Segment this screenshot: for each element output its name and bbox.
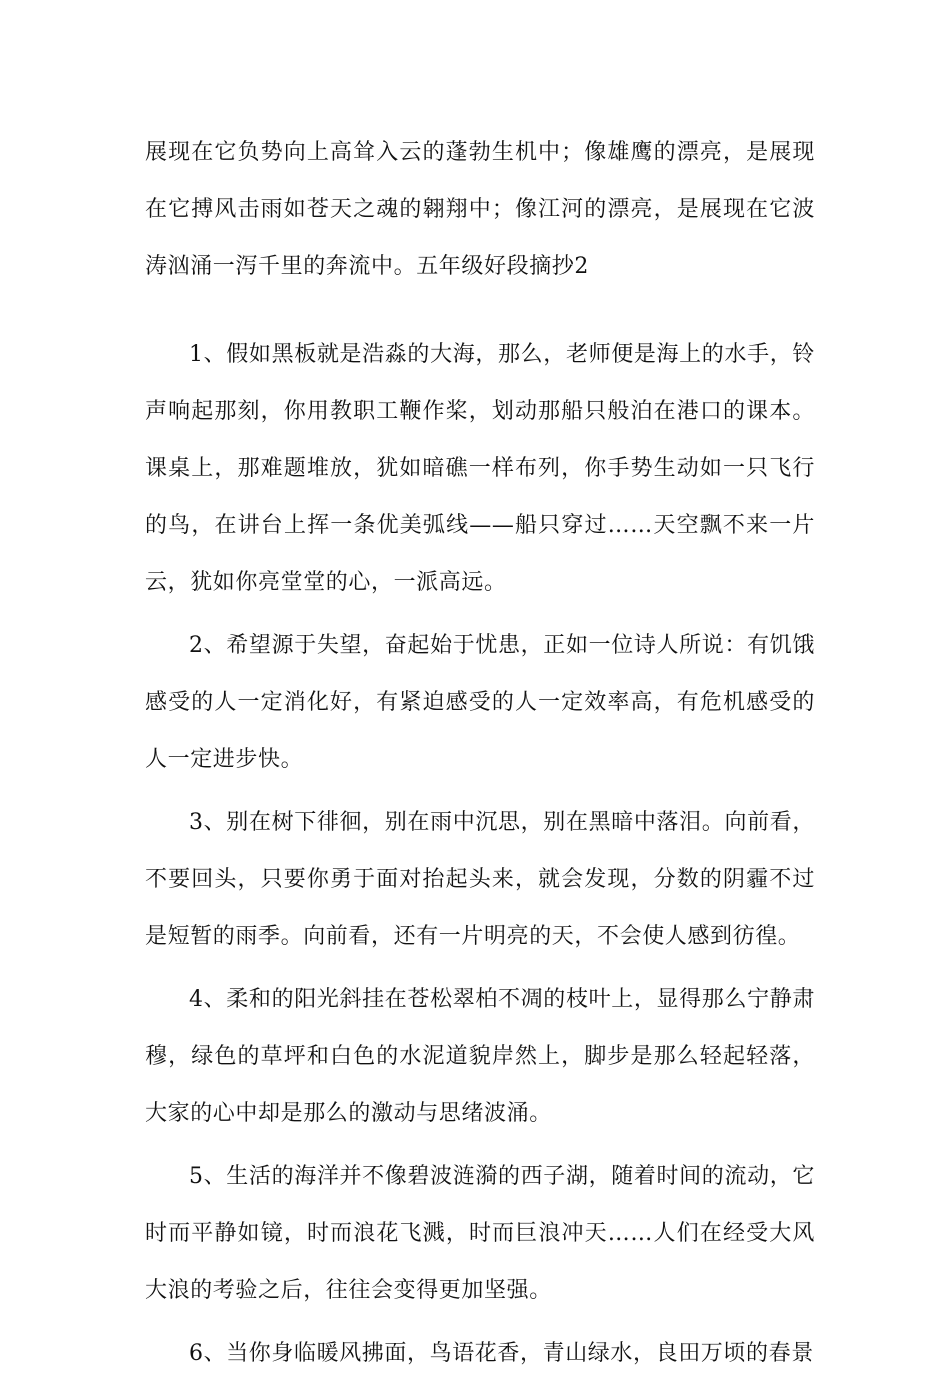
list-item: 2、希望源于失望，奋起始于忧患，正如一位诗人所说：有饥饿感受的人一定消化好，有紧迫感受的人一定效率高，有危机感受的人一定进步快。 <box>145 633 815 772</box>
intro-paragraph: 展现在它负势向上高耸入云的蓬勃生机中；像雄鹰的漂亮，是展现在它搏风击雨如苍天之魂的翱翔中；像江河的漂亮，是展现在它波涛汹涌一泻千里的奔流中。五年级好段摘抄2 <box>145 140 815 279</box>
list-item: 3、别在树下徘徊，别在雨中沉思，别在黑暗中落泪。向前看，不要回头，只要你勇于面对抬起头来，就会发现，分数的阴霾不过是短暂的雨季。向前看，还有一片明亮的天，不会使人感到彷徨。 <box>145 810 815 949</box>
list-item: 5、生活的海洋并不像碧波涟漪的西子湖，随着时间的流动，它时而平静如镜，时而浪花飞溅，时而巨浪冲天……人们在经受大风大浪的考验之后，往往会变得更加坚强。 <box>145 1164 815 1303</box>
list-item: 4、柔和的阳光斜挂在苍松翠柏不凋的枝叶上，显得那么宁静肃穆，绿色的草坪和白色的水泥道貌岸然上，脚步是那么轻起轻落，大家的心中却是那么的激动与思绪波涌。 <box>145 987 815 1126</box>
excerpt-list <box>145 326 815 1382</box>
list-item: 6、当你身临暖风拂面，鸟语花香，青山绿水，良田万顷的春景 <box>189 1341 814 1366</box>
intro-text-block <box>145 124 815 295</box>
list-item: 1、假如黑板就是浩淼的大海，那么，老师便是海上的水手，铃声响起那刻，你用教职工鞭作桨，划动那船只般泊在港口的课本。课桌上，那难题堆放，犹如暗礁一样布列，你手势生动如一只飞行的鸟，在讲台上挥一条优美弧线——船只穿过……天空飘不来一片云，犹如你亮堂堂的心，一派高远。 <box>145 342 815 595</box>
